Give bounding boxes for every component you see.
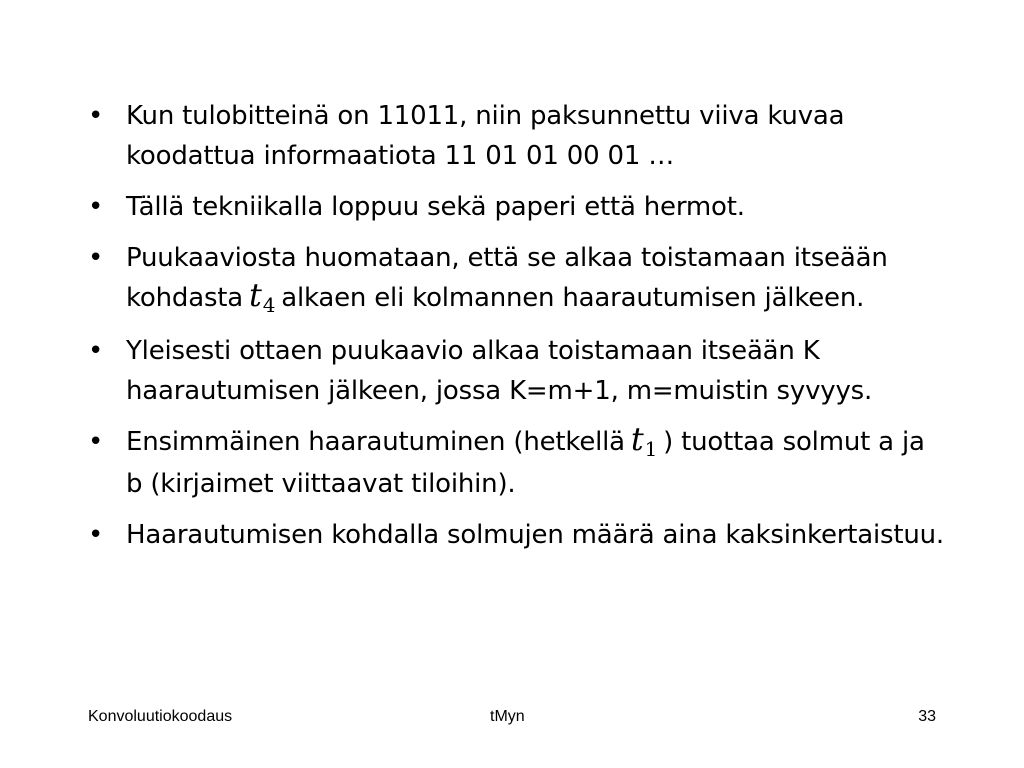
bullet-text-after: ) tuottaa solmut a ja b (kirjaimet viittaavat tiloihin). [126,427,925,499]
bullet-item [88,187,948,227]
math-expression [630,420,658,464]
slide-number: 33 [918,708,936,725]
bullet-item [88,515,948,555]
bullet-text [126,238,948,320]
math-variable: t [249,276,262,314]
bullet-text [126,422,948,504]
bullet-text: Haarautumisen kohdalla solmujen määrä aina kaksinkertaistuu. [126,520,944,550]
bullet-item [88,422,948,504]
footer-title: Konvoluutiokoodaus [88,708,233,725]
bullet-text-before: Puukaaviosta huomataan, että se alkaa toistamaan itseään kohdasta [126,243,888,313]
math-expression [249,276,276,320]
bullet-marker: • [88,520,104,550]
bullet-text-after: alkaen eli kolmannen haarautumisen jälkeen. [281,283,865,313]
bullet-marker: • [88,427,104,457]
bullet-text: Tällä tekniikalla loppuu sekä paperi että hermot. [126,192,745,222]
math-subscript: 4 [262,293,276,317]
bullet-list [88,96,948,566]
bullet-item [88,96,948,176]
bullet-text-before: Ensimmäinen haarautuminen (hetkellä [126,427,625,457]
footer-author: tMyn [490,708,525,725]
bullet-marker: • [88,336,104,366]
bullet-marker: • [88,192,104,222]
math-variable: t [630,420,644,458]
bullet-text: Kun tulobitteinä on 11011, niin paksunnettu viiva kuvaa koodattua informaatiota 11 01 01 00 01 … [126,101,845,171]
bullet-item [88,331,948,411]
bullet-marker: • [88,101,104,131]
bullet-text: Yleisesti ottaen puukaavio alkaa toistamaan itseään K haarautumisen jälkeen, jossa K=m+1, m=muistin syvyys. [126,336,873,406]
math-subscript: 1 [644,437,658,461]
bullet-marker: • [88,243,104,273]
bullet-item [88,238,948,320]
